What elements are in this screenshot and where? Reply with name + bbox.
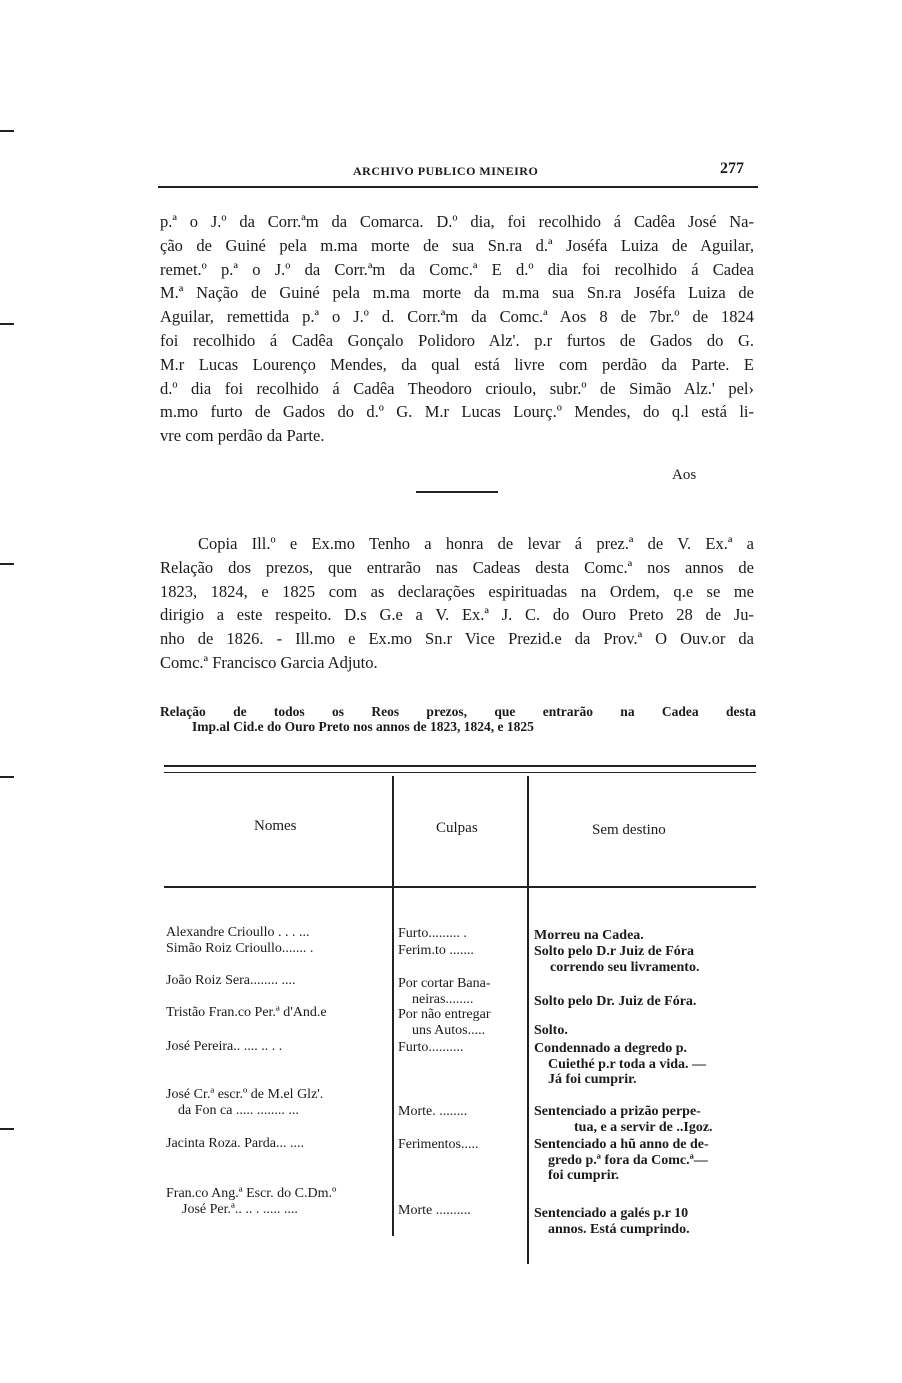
catchword: Aos [672,467,697,483]
cell-line: José Per.ª.. .. . ..... .... [182,1201,298,1217]
text-line: remet.º p.ª o J.º da Corr.ªm da Comc.ª E d.º dia foi recolhido á Cadea [160,259,754,279]
running-header [158,158,758,188]
table-row-destino [534,944,762,975]
cell-line: Por não entregar [398,1007,491,1022]
page-number: 277 [720,160,744,177]
table-row-destino [534,928,762,944]
text-line: dirigio a este respeito. D.s G.e a V. Ex.ª J. C. do Ouro Preto 28 de Ju- [160,605,754,625]
table-row-name [166,925,392,941]
table-row-culpa [398,1007,524,1038]
table-row-destino [534,1206,762,1237]
cell-line: Simão Roiz Crioullo....... . [166,941,314,956]
table-row-destino [534,1104,762,1135]
header-title: ARCHIVO PUBLICO MINEIRO [353,164,539,178]
column-header-destino: Sem destino [592,822,666,838]
column-divider [392,776,394,1236]
margin-mark [0,323,14,325]
text-line: ção de Guiné pela m.ma morte de sua Sn.ra d.ª Joséfa Luiza de Aguilar, [160,235,754,255]
table-title-line: Relação de todos os Reos prezos, que entrarão na Cadea desta [160,704,756,719]
cell-line: Por cortar Bana- [398,976,491,991]
section-divider [416,491,498,493]
table-row-culpa [398,976,524,1007]
table-row-destino [534,994,762,1010]
cell-line: neiras........ [412,991,474,1007]
cell-line: José Cr.ª escr.º de M.el Glz'. [166,1087,324,1102]
paragraph-2 [160,532,754,675]
cell-line: Alexandre Crioullo . . . ... [166,925,310,940]
text-line: Copia Ill.º e Ex.mo Tenho a honra de levar á prez.ª de V. Ex.ª a [198,534,754,553]
table-title [160,704,756,734]
margin-mark [0,130,14,132]
table-row-destino [534,1137,762,1184]
table-row-destino [534,1041,762,1088]
text-line: vre com perdão da Parte. [160,426,325,446]
table-row-name [166,1087,392,1118]
cell-line: Ferim.to ....... [398,943,474,958]
table-row-culpa [398,1104,524,1120]
cell-line: Morte .......... [398,1203,471,1218]
table-row-name [166,1039,392,1055]
cell-line: foi cumprir. [548,1168,620,1183]
cell-line: Sentenciado a galés p.r 10 [534,1206,689,1221]
column-divider [527,776,529,1264]
text-line: Comc.ª Francisco Garcia Adjuto. [160,652,378,672]
table-top-rule [164,772,756,773]
text-line: foi recolhido á Cadêa Gonçalo Polidoro Alz'. p.r furtos de Gados do G. [160,330,754,350]
cell-line: Ferimentos..... [398,1137,479,1152]
table-row-culpa [398,926,524,942]
cell-line: Solto pelo D.r Juiz de Fóra [534,944,694,959]
cell-line: Sentenciado a hũ anno de de- [534,1137,709,1152]
column-header-culpas: Culpas [436,820,478,836]
cell-line: tua, e a servir de ..Igoz. [574,1119,713,1135]
table-row-culpa [398,943,524,959]
text-line: M.r Lucas Lourenço Mendes, da qual está livre com perdão da Parte. E [160,354,754,374]
table-top-rule [164,765,756,767]
cell-line: José Pereira.. .... .. . . [166,1039,283,1054]
cell-line: Morreu na Cadea. [534,928,644,943]
table-row-culpa [398,1203,524,1219]
cell-line: Fran.co Ang.ª Escr. do C.Dm.º [166,1186,337,1201]
table-row-culpa [398,1040,524,1056]
cell-line: gredo p.ª fora da Comc.ª— [548,1152,708,1168]
margin-mark [0,776,14,778]
text-line: nho de 1826. - Ill.mo e Ex.mo Sn.r Vice Prezid.e da Prov.ª O Ouv.or da [160,629,754,649]
table-row-destino [534,1023,762,1039]
text-line: p.ª o J.º da Corr.ªm da Comarca. D.º dia, foi recolhido á Cadêa José Na- [160,212,754,231]
table-row-name [166,1136,392,1152]
column-header-nomes: Nomes [254,818,297,834]
text-line: d.º dia foi recolhido á Cadêa Theodoro crioulo, subr.º de Simão Alz.' pel› [160,378,754,398]
cell-line: Morte. ........ [398,1104,468,1119]
margin-mark [0,563,14,565]
text-line: m.mo furto de Gados do d.º G. M.r Lucas Lourç.º Mendes, do q.l está li- [160,402,754,422]
cell-line: Sentenciado a prizão perpe- [534,1104,701,1119]
cell-line: Tristão Fran.co Per.ª d'And.e [166,1005,327,1020]
table-header-rule [164,886,756,888]
cell-line: da Fon ca ..... ........ ... [178,1102,299,1118]
cell-line: uns Autos..... [412,1022,486,1038]
cell-line: correndo seu livramento. [550,959,700,975]
cell-line: Jacinta Roza. Parda... .... [166,1136,305,1151]
cell-line: Solto pelo Dr. Juiz de Fóra. [534,994,697,1009]
margin-mark [0,1128,14,1130]
table-row-name [166,973,392,989]
cell-line: Furto.......... [398,1040,464,1055]
text-line: M.ª Nação de Guiné pela m.ma morte da m.ma sua Sn.ra Joséfa Luiza de [160,283,754,303]
table-row-name [166,941,392,957]
cell-line: João Roiz Sera........ .... [166,973,296,988]
cell-line: Cuiethé p.r toda a vida. — [548,1056,707,1072]
table-row-name [166,1186,392,1217]
cell-line: Já foi cumprir. [548,1072,637,1087]
cell-line: Furto......... . [398,926,467,941]
cell-line: Solto. [534,1023,568,1038]
text-line: Relação dos prezos, que entrarão nas Cadeas desta Comc.ª nos annos de [160,557,754,577]
table-row-name [166,1005,392,1021]
text-line: 1823, 1824, e 1825 com as declarações espirituadas na Ordem, q.e se me [160,581,754,601]
paragraph-1 [160,210,754,448]
cell-line: annos. Está cumprindo. [548,1221,690,1237]
table-row-culpa [398,1137,524,1153]
table-title-line: Imp.al Cid.e do Ouro Preto nos annos de 1823, 1824, e 1825 [192,719,534,734]
cell-line: Condennado a degredo p. [534,1041,688,1056]
text-line: Aguilar, remettida p.ª o J.º d. Corr.ªm da Comc.ª Aos 8 de 7br.º de 1824 [160,307,754,327]
